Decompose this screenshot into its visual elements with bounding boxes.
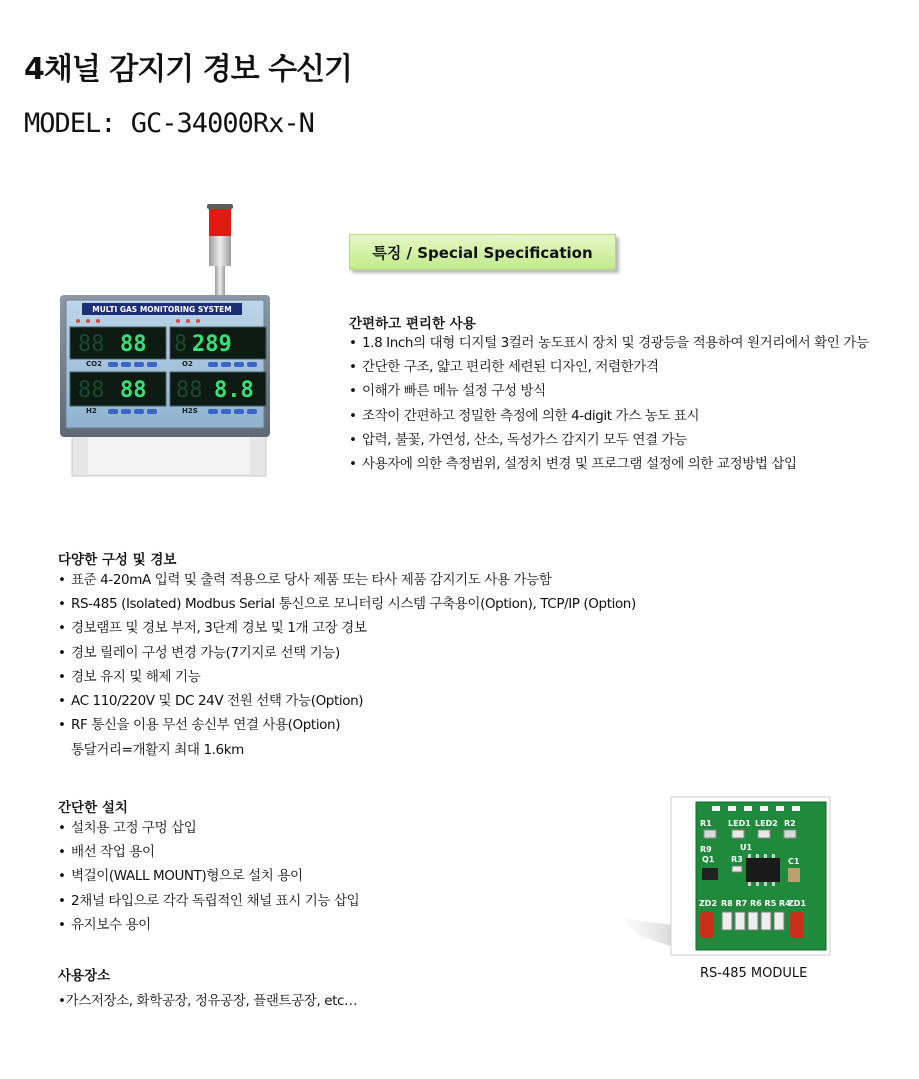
config-list <box>56 568 636 737</box>
svg-text:289: 289 <box>192 332 232 357</box>
list-item: • 조작이 간편하고 정밀한 측정에 의한 4-digit 가스 농도 표시 <box>347 404 869 428</box>
tower-lamp-icon <box>209 206 231 238</box>
svg-text:88: 88 <box>120 332 147 357</box>
pcb-label: C1 <box>788 857 800 866</box>
list-item: • 1.8 Inch의 대형 디지털 3컬러 농도표시 장치 및 경광등을 적용하여 원거리에서 확인 가능 <box>347 331 869 355</box>
list-item: • RF 통신을 이용 무선 송신부 연결 사용(Option) <box>56 713 636 737</box>
list-item: • 벽걸이(WALL MOUNT)형으로 설치 용이 <box>56 864 359 888</box>
list-item: • AC 110/220V 및 DC 24V 전원 선택 가능(Option) <box>56 689 636 713</box>
list-item: • 경보 유지 및 해제 기능 <box>56 665 636 689</box>
page-title: 4채널 감지기 경보 수신기 <box>24 52 353 87</box>
install-list <box>56 816 359 937</box>
svg-text:CO2: CO2 <box>86 360 102 368</box>
pcb-label: ZD2 <box>699 899 718 908</box>
pcb-label: U1 <box>740 843 753 852</box>
install-title: 간단한 설치 <box>58 800 128 816</box>
svg-text:8: 8 <box>174 332 188 357</box>
model-number: MODEL: GC-34000Rx-N <box>24 108 314 139</box>
config-continuation: 통달거리=개활지 최대 1.6km <box>71 742 244 758</box>
list-item: • 2채널 타입으로 각각 독립적인 채널 표시 기능 삽입 <box>56 889 359 913</box>
rs485-module-image <box>600 796 832 958</box>
list-item: • 압력, 불꽃, 가연성, 산소, 독성가스 감지기 모두 연결 가능 <box>347 428 869 452</box>
config-title: 다양한 구성 및 경보 <box>58 552 177 568</box>
list-item: • 사용자에 의한 측정범위, 설정치 변경 및 프로그램 설정에 의한 교정방법 삽입 <box>347 452 869 476</box>
pcb-label: R8 R7 R6 R5 R4 <box>721 899 791 908</box>
svg-text:88: 88 <box>78 378 105 403</box>
svg-text:H2: H2 <box>86 407 97 415</box>
spec-badge: 특징 / Special Specification <box>349 234 616 270</box>
usage-text: •가스저장소, 화학공장, 정유공장, 플랜트공장, etc… <box>58 993 358 1009</box>
svg-text:O2: O2 <box>182 360 193 368</box>
svg-text:8.8: 8.8 <box>214 378 254 403</box>
svg-text:88: 88 <box>120 378 147 403</box>
list-item: • 표준 4-20mA 입력 및 출력 적용으로 당사 제품 또는 타사 제품 감지기도 사용 가능함 <box>56 568 636 592</box>
list-item: • RS-485 (Isolated) Modbus Serial 통신으로 모니터링 시스템 구축용이(Option), TCP/IP (Option) <box>56 592 636 616</box>
pcb-label: Q1 <box>702 855 715 864</box>
pcb-label: ZD1 <box>788 899 807 908</box>
chip-icon <box>746 858 780 882</box>
svg-text:H2S: H2S <box>182 407 198 415</box>
pcb-label: R9 <box>700 845 712 854</box>
pcb-label: R2 <box>784 819 796 828</box>
list-item: • 유지보수 용이 <box>56 913 359 937</box>
list-item: • 이해가 빠른 메뉴 설정 구성 방식 <box>347 379 869 403</box>
pcb-label: R1 <box>700 819 712 828</box>
list-item: • 경보램프 및 경보 부저, 3단계 경보 및 1개 고장 경보 <box>56 616 636 640</box>
pcb-label: LED2 <box>755 819 778 828</box>
pcb-label: LED1 <box>728 819 751 828</box>
usage-title: 사용장소 <box>58 968 111 984</box>
pcb-label: R3 <box>731 855 743 864</box>
panel-title: MULTI GAS MONITORING SYSTEM <box>92 305 232 314</box>
module-caption: RS-485 MODULE <box>700 966 808 981</box>
svg-text:88: 88 <box>176 378 203 403</box>
list-item: • 배선 작업 용이 <box>56 840 359 864</box>
list-item: • 경보 릴레이 구성 변경 가능(7기지로 선택 기능) <box>56 641 636 665</box>
list-item: • 설치용 고정 구멍 삽입 <box>56 816 359 840</box>
svg-text:88: 88 <box>78 332 105 357</box>
features-list <box>347 331 869 476</box>
list-item: • 간단한 구조, 얇고 편리한 세련된 디자인, 저렴한가격 <box>347 355 869 379</box>
device-image <box>58 200 280 485</box>
features-title: 간편하고 편리한 사용 <box>349 316 476 332</box>
